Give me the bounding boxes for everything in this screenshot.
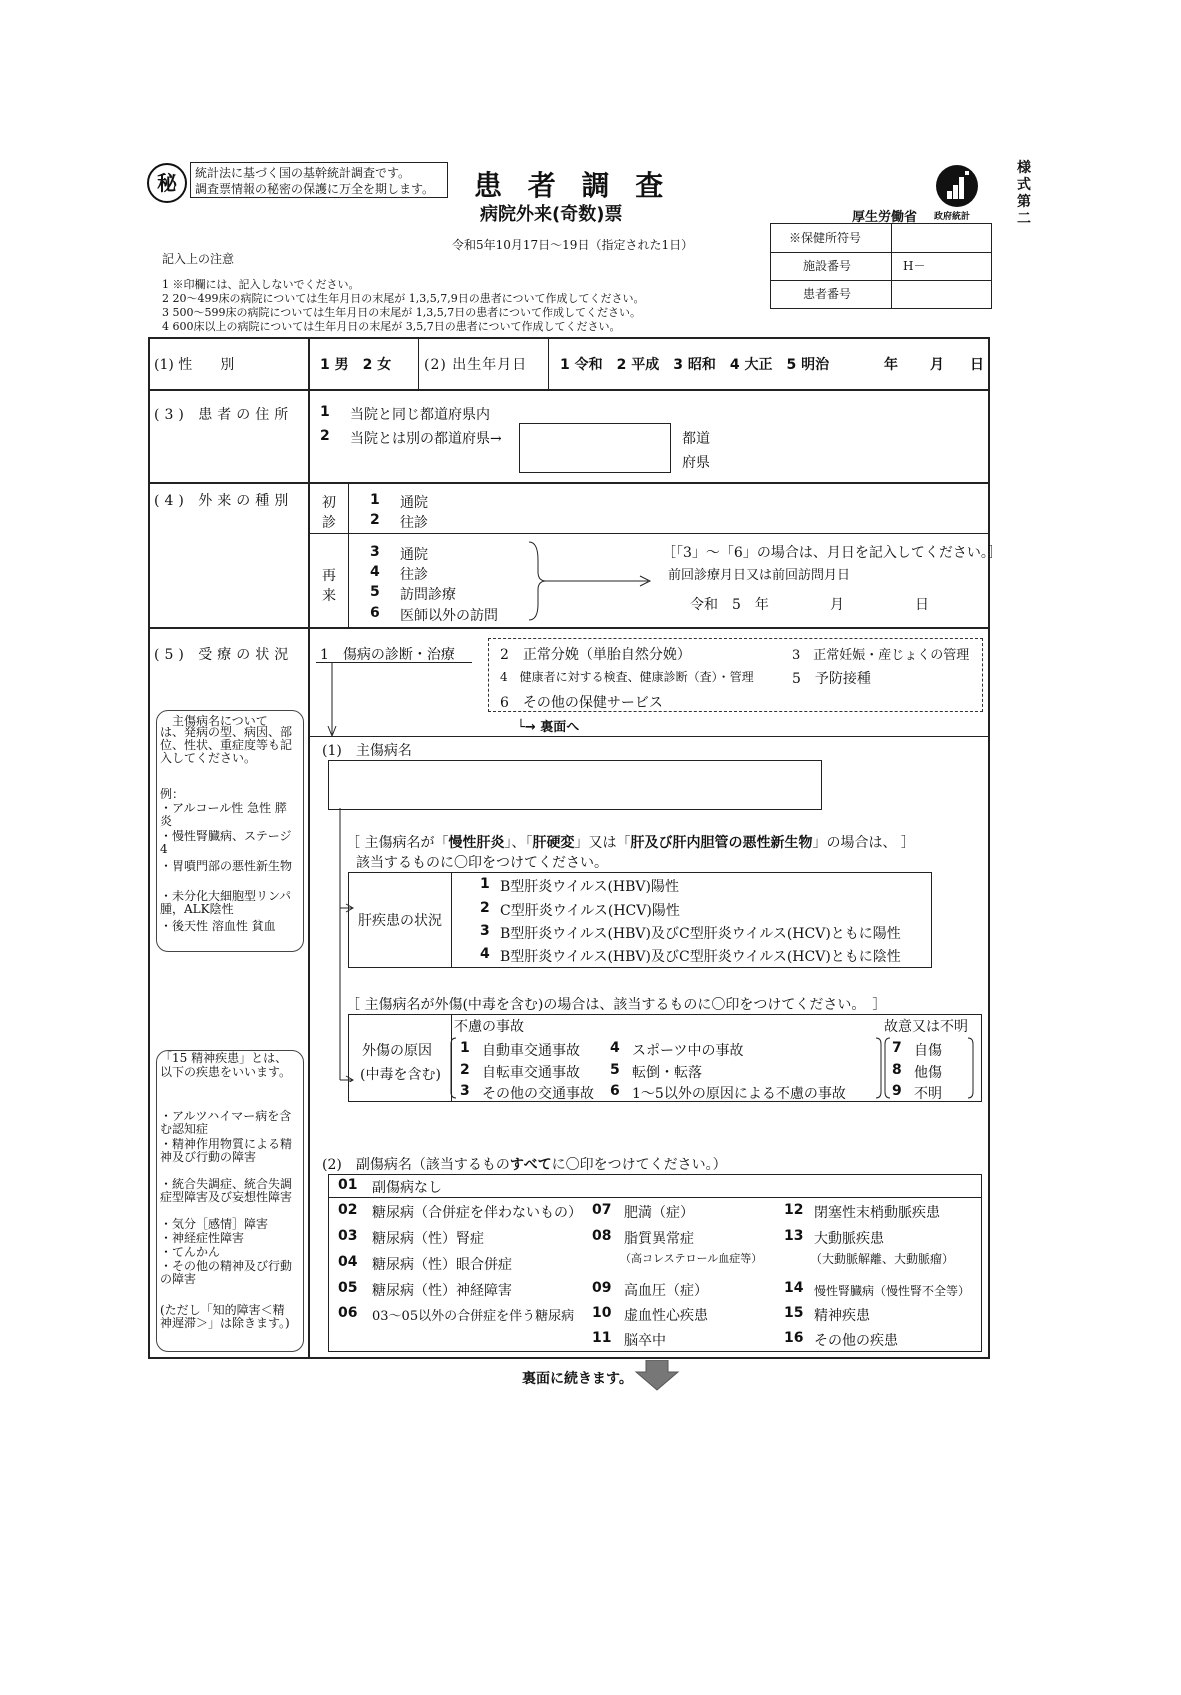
injury-self-harm[interactable]: 自傷	[914, 1043, 942, 1059]
intent-header: 故意又は不明	[884, 1019, 968, 1035]
sex-label: (1) 性 別	[154, 357, 235, 373]
gov-stats-logo: 政府統計	[932, 163, 982, 223]
mental-item-6: ・てんかん	[160, 1245, 221, 1259]
form-number: 様式第二	[1017, 160, 1031, 227]
example-2: ・慢性腎臓病、ステージ4	[160, 829, 292, 856]
health-center-code-label: ※保健所符号	[789, 231, 862, 245]
mental-item-2: ・精神作用物質による精神及び行動の障害	[160, 1137, 293, 1164]
mental-note: (ただし「知的障害＜精神遅滞＞」は除きます。)	[160, 1303, 290, 1330]
visit-return-nonphysician[interactable]: 医師以外の訪問	[400, 608, 498, 624]
confidentiality-notice: 統計法に基づく国の基幹統計調査です。 調査票情報の秘密の保護に万全を期します。	[190, 162, 448, 198]
sub-disease-08-note: （高コレステロール血症等）	[620, 1252, 763, 1265]
sub-disease-12[interactable]: 閉塞性末梢動脈疾患	[814, 1205, 940, 1221]
liver-note-line2: 該当するものに〇印をつけてください。	[356, 855, 608, 871]
main-disease-input[interactable]	[328, 760, 822, 810]
injury-unknown[interactable]: 不明	[914, 1086, 942, 1102]
survey-form-page: 秘 統計法に基づく国の基幹統計調査です。 調査票情報の秘密の保護に万全を期します。 患 者 調 査 病院外来(奇数)票 厚生労働省 政府統計 様式第二 令和5年10月17日〜19日（指定された1日） ※保健所符号 施設番号 H－ 患者番号 記入上の注意 1 ※印欄には、記入しないでください。 2 20〜499床の病院については生年月日の末尾が 1,3,5,7,9日の患者について作成してください。 3 500〜599床の病院については生年月日の末尾が 1,3,5,7日の患者について作成してください。 4 600床以上の病院については生年月日の末尾が 3,5,7日の患者について作成してください。 (1) 性 別 1 男 2 女 (2) 出生年月日 1 令和 2 平成 3 昭和 4 大正 5 明治 年 月 日 (3) 患者の住所 1 当院と同じ都道府県内 2 当院とは別の都道府県→ 都道 府県 (4) 外来の種別 初 診 1 通院 2 往診 再 来 3 通院 4 往診 5 訪問診療 6 医師以外の訪問 ［「3」〜「6」の場合は、月日を記入してください。］ 前回診療月日又は前回訪問月日 令和 5 年 月 日 (5) 受療の状況 1 傷病の診断・治療 2 正常分娩（単胎自然分娩） 3 正常妊娠・産じょくの管理 4 健康者に対する検査、健康診断（査）・管理 5 予防接種 6 その他の保健サービス └→ 裏面へ (1) 主傷病名 ［ 主傷病名が「慢性肝炎」、「肝硬変」又は「肝及び肝内胆管の悪性新生物」の場合は、 ］ 該当するものに〇印をつけてください。 肝疾患の状況 1 B型肝炎ウイルス(HBV)陽性 2 C型肝炎ウイルス(HCV)陽性 3 B型肝炎ウイルス(HBV)及びC型肝炎ウイルス(HCV)ともに陽性 4 B型肝炎ウイルス(HBV)及びC型肝炎ウイルス(HCV)ともに陰性 ［ 主傷病名が外傷(中毒を含む)の場合は、該当するものに〇印をつけてください。 ］ 外傷の原因 (中毒を含む) 不慮の事故 故意又は不明 1 自動車交通事故 2 自転車交通事故 3 その他の交通事故 4 スポーツ中の事故 5 転倒・転落 6 1〜5以外の原因による不慮の事故 7 自傷 8 他傷 9 不明 (2) 副傷病名（該当するものすべてに〇印をつけてください。） 01 副傷病なし 02 糖尿病（合併症を伴わないもの） 03 糖尿病（性）腎症 04 糖尿病（性）眼合併症 05 糖尿病（性）神経障害 06 03〜05以外の合併症を伴う糖尿病 07 肥満（症） 08 脂質異常症 （高コレステロール血症等） 09 高血圧（症） 10 虚血性心疾患 11 脳卒中 12 閉塞性末梢動脈疾患 13 大動脈疾患 （大動脈解離、大動脈瘤） 14 慢性腎臓病（慢性腎不全等） 15 精神疾患 16 その他の疾患 主傷病名について は、発病の型、病因、部位、性状、重症度等も記入してください。 例： ・アルコール性 急性 膵炎 ・慢性腎臓病、ステージ4 ・胃噴門部の悪性新生物 ・未分化大細胞型リンパ腫，ALK陰性 ・後天性 溶血性 貧血 「15 精神疾患」とは、 以下の疾患をいいます。 ・アルツハイマー病を含む認知症 ・精神作用物質による精神及び行動の障害 ・統合失調症、統合失調症型障害及び妄想性障害 ・気分［感情］障害 ・神経症性障害 ・てんかん ・その他の精神及び行動の障害 (ただし「知的障害＜精神遅滞＞」は除きます。) 裏面に続きます。	[0, 0, 1181, 1695]
mental-guidance-body: 以下の疾患をいいます。	[160, 1065, 292, 1079]
liver-hbv-positive[interactable]: B型肝炎ウイルス(HBV)陽性	[500, 879, 679, 895]
treatment-option-checkup[interactable]: 4 健康者に対する検査、健康診断（査）・管理	[500, 670, 754, 684]
ministry-name: 厚生労働省	[852, 210, 918, 225]
down-arrow-icon	[634, 1360, 680, 1392]
visit-first-housecall[interactable]: 往診	[400, 515, 428, 531]
example-1: ・アルコール性 急性 膵炎	[160, 801, 287, 828]
injury-bicycle-accident[interactable]: 自転車交通事故	[482, 1065, 580, 1081]
birth-month-label: 月	[930, 357, 944, 373]
example-5: ・後天性 溶血性 貧血	[160, 919, 276, 933]
example-heading: 例：	[160, 787, 185, 801]
liver-note: ［ 主傷病名が「慢性肝炎」、「肝硬変」又は「肝及び肝内胆管の悪性新生物」の場合は、 ］	[346, 835, 915, 851]
guidance-body: は、発病の型、病因、部位、性状、重症度等も記入してください。	[160, 725, 293, 765]
sub-disease-11[interactable]: 脳卒中	[624, 1333, 666, 1349]
main-disease-label: (1) 主傷病名	[322, 743, 412, 759]
date-sub: 前回診療月日又は前回訪問月日	[668, 568, 851, 583]
note-1: 1 ※印欄には、記入しないでください。	[162, 278, 360, 291]
sub-disease-14[interactable]: 慢性腎臓病（慢性腎不全等）	[814, 1284, 971, 1298]
return-date-year: 令和 5 年	[690, 597, 769, 613]
visit-first-outpatient[interactable]: 通院	[400, 495, 428, 511]
sub-disease-07[interactable]: 肥満（症）	[624, 1205, 694, 1221]
mental-item-7: ・その他の精神及び行動の障害	[160, 1259, 293, 1286]
back-page-note: └→ 裏面へ	[517, 720, 580, 735]
return-visit-arrow	[524, 540, 664, 622]
sub-disease-10[interactable]: 虚血性心疾患	[624, 1308, 708, 1324]
mental-item-1: ・アルツハイマー病を含む認知症	[160, 1109, 292, 1136]
injury-brackets	[448, 1036, 988, 1100]
birth-label: (2) 出生年月日	[424, 357, 528, 373]
prefecture-input[interactable]	[519, 423, 671, 473]
injury-other-traffic[interactable]: その他の交通事故	[482, 1086, 594, 1102]
form-subtitle: 病院外来(奇数)票	[480, 204, 623, 225]
injury-cause-sublabel: (中毒を含む)	[360, 1067, 441, 1083]
prefecture-suffix-2: 府県	[682, 455, 710, 471]
mental-guidance-title: 「15 精神疾患」とは、	[160, 1051, 288, 1065]
sub-disease-03[interactable]: 糖尿病（性）腎症	[372, 1231, 484, 1247]
liver-both-positive[interactable]: B型肝炎ウイルス(HBV)及びC型肝炎ウイルス(HCV)ともに陽性	[500, 926, 901, 942]
patient-number-label: 患者番号	[803, 287, 852, 301]
facility-number-value[interactable]: H－	[903, 259, 926, 273]
sub-disease-09[interactable]: 高血圧（症）	[624, 1283, 708, 1299]
sub-disease-08[interactable]: 脂質異常症	[624, 1231, 694, 1247]
visit-return-housecall[interactable]: 往診	[400, 567, 428, 583]
guidance-title: 主傷病名について	[172, 714, 268, 728]
treatment-option-pregnancy[interactable]: 3 正常妊娠・産じょくの管理	[792, 648, 970, 663]
continue-note: 裏面に続きます。	[522, 1371, 633, 1387]
mental-item-3: ・統合失調症、統合失調症型障害及び妄想性障害	[160, 1177, 293, 1204]
injury-note: ［ 主傷病名が外傷(中毒を含む)の場合は、該当するものに〇印をつけてください。 ］	[346, 997, 887, 1013]
notes-heading: 記入上の注意	[162, 252, 235, 266]
note-4: 4 600床以上の病院については生年月日の末尾が 3,5,7日の患者について作成してください。	[162, 320, 621, 333]
form-title: 患 者 調 査	[474, 169, 672, 202]
gov-stats-icon	[932, 163, 982, 209]
prefecture-suffix-1: 都道	[682, 431, 710, 447]
accident-header: 不慮の事故	[454, 1019, 524, 1035]
return-date-month[interactable]: 月	[830, 597, 844, 613]
return-arrow-icon: └→	[517, 720, 541, 735]
example-3: ・胃噴門部の悪性新生物	[160, 859, 293, 873]
sub-disease-05[interactable]: 糖尿病（性）神経障害	[372, 1283, 512, 1299]
sub-disease-15[interactable]: 精神疾患	[814, 1308, 870, 1324]
visit-return-outpatient[interactable]: 通院	[400, 547, 428, 563]
id-table	[770, 223, 992, 309]
treatment-label: (5) 受療の状況	[154, 647, 294, 663]
birth-year-label: 年	[884, 357, 898, 373]
liver-hcv-positive[interactable]: C型肝炎ウイルス(HCV)陽性	[500, 903, 680, 919]
injury-fall[interactable]: 転倒・転落	[632, 1065, 702, 1081]
injury-cause-label: 外傷の原因	[362, 1043, 432, 1059]
injury-car-accident[interactable]: 自動車交通事故	[482, 1043, 580, 1059]
treatment-option-diagnosis[interactable]: 1 傷病の診断・治療	[320, 647, 455, 663]
liver-status-label: 肝疾患の状況	[358, 913, 442, 929]
mental-item-5: ・神経症性障害	[160, 1231, 245, 1245]
injury-sports[interactable]: スポーツ中の事故	[632, 1043, 744, 1059]
treatment-option-delivery[interactable]: 2 正常分娩（単胎自然分娩）	[500, 647, 691, 663]
sub-disease-04[interactable]: 糖尿病（性）眼合併症	[372, 1257, 512, 1273]
treatment-option-other-health[interactable]: 6 その他の保健サービス	[500, 695, 663, 711]
label-column-divider	[308, 337, 310, 1359]
facility-number-label: 施設番号	[803, 259, 852, 273]
sub-disease-06[interactable]: 03〜05以外の合併症を伴う糖尿病	[372, 1309, 575, 1324]
injury-other-accident[interactable]: 1〜5以外の原因による不慮の事故	[632, 1086, 846, 1102]
note-3: 3 500〜599床の病院については生年月日の末尾が 1,3,5,7日の患者について作成してください。	[162, 306, 642, 319]
mental-item-4: ・気分［感情］障害	[160, 1217, 269, 1231]
visit-return-homecare[interactable]: 訪問診療	[400, 587, 456, 603]
example-4: ・未分化大細胞型リンパ腫，ALK陰性	[160, 889, 292, 916]
birth-era-options[interactable]: 1 令和 2 平成 3 昭和 4 大正 5 明治	[560, 357, 830, 373]
treatment-option-vaccination[interactable]: 5 予防接種	[792, 671, 871, 687]
birth-day-label: 日	[970, 357, 984, 373]
survey-date: 令和5年10月17日〜19日（指定された1日）	[452, 238, 694, 252]
sub-disease-16[interactable]: その他の疾患	[814, 1333, 898, 1349]
sub-disease-none[interactable]: 副傷病なし	[372, 1180, 442, 1196]
address-option-other[interactable]: 当院とは別の都道府県→	[350, 431, 502, 447]
address-option-same[interactable]: 当院と同じ都道府県内	[350, 407, 490, 423]
sub-disease-13[interactable]: 大動脈疾患	[814, 1231, 884, 1247]
sub-disease-13-note: （大動脈解離、大動脈瘤）	[810, 1252, 955, 1266]
sex-options[interactable]: 1 男 2 女	[320, 357, 392, 373]
secret-mark: 秘	[147, 163, 187, 203]
return-date-day[interactable]: 日	[915, 597, 929, 613]
injury-assault[interactable]: 他傷	[914, 1065, 942, 1081]
address-label: (3) 患者の住所	[154, 407, 294, 423]
date-note: ［「3」〜「6」の場合は、月日を記入してください。］	[662, 545, 1002, 561]
sub-disease-label: (2) 副傷病名（該当するものすべてに〇印をつけてください。）	[322, 1157, 727, 1173]
note-2: 2 20〜499床の病院については生年月日の末尾が 1,3,5,7,9日の患者について作成してください。	[162, 292, 645, 305]
visit-type-label: (4) 外来の種別	[154, 493, 294, 509]
liver-both-negative[interactable]: B型肝炎ウイルス(HBV)及びC型肝炎ウイルス(HCV)ともに陰性	[500, 949, 901, 965]
sub-disease-02[interactable]: 糖尿病（合併症を伴わないもの）	[372, 1205, 582, 1221]
